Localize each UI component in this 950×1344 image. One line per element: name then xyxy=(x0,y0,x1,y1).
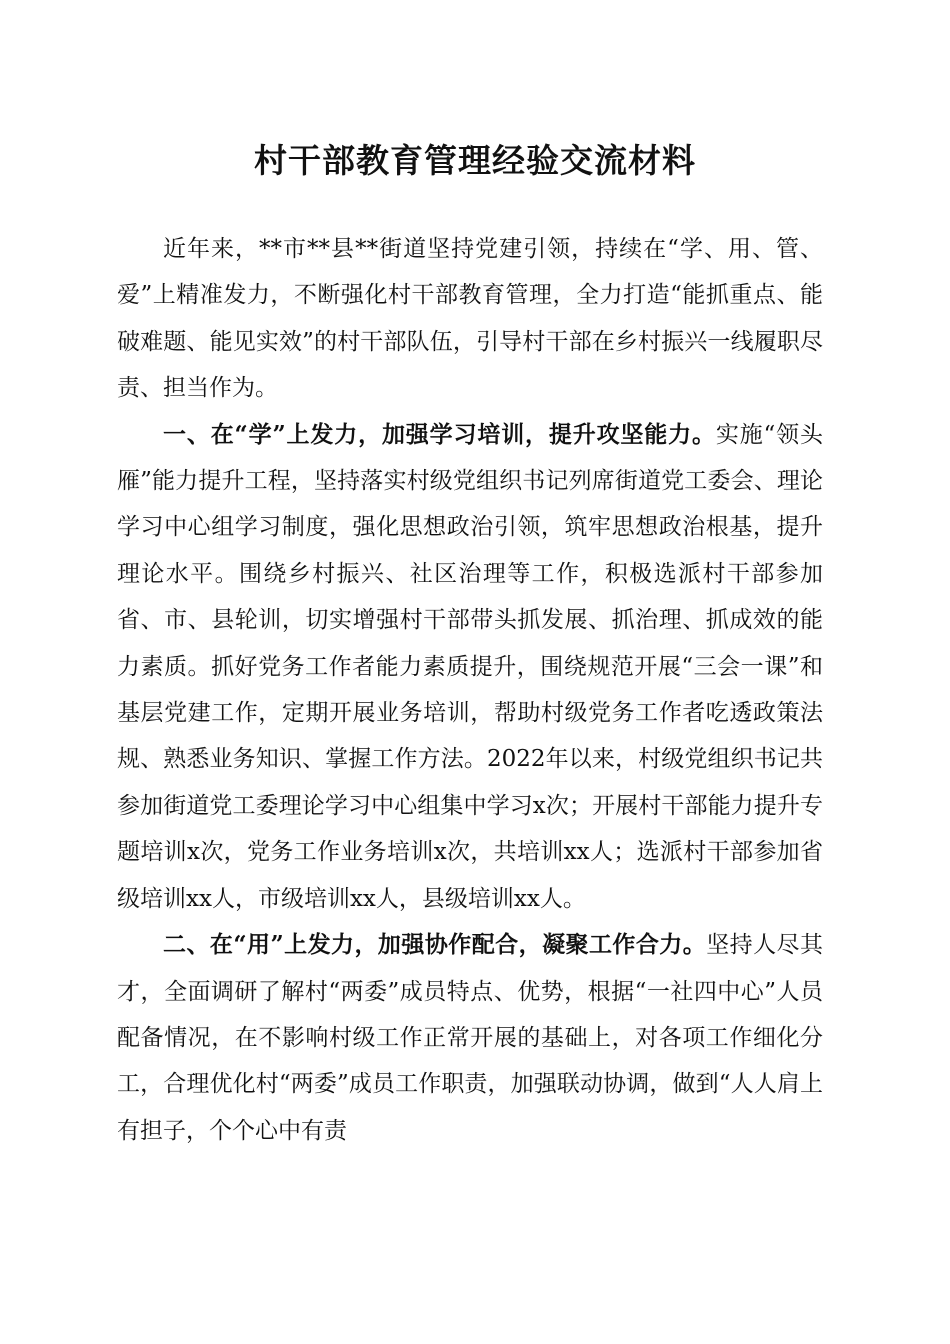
section-heading: 一、在“学”上发力，加强学习培训，提升攻坚能力。 xyxy=(163,420,716,448)
paragraph-section-1 xyxy=(117,412,823,922)
paragraph-text: 实施“领头雁”能力提升工程，坚持落实村级党组织书记列席街道党工委会、理论学习中心组学习制度，强化思想政治引领，筑牢思想政治根基，提升理论水平。围绕乡村振兴、社区治理等工作，积极选派村干部参加省、市、县轮训，切实增强村干部带头抓发展、抓治理、抓成效的能力素质。抓好党务工作者能力素质提升，围绕规范开展“三会一课”和基层党建工作，定期开展业务培训，帮助村级党务工作者吃透政策法规、熟悉业务知识、掌握工作方法。2022年以来，村级党组织书记共参加街道党工委理论学习中心组集中学习x次；开展村干部能力提升专题培训x次，党务工作业务培训x次，共培训xx人；选派村干部参加省级培训xx人，市级培训xx人，县级培训xx人。 xyxy=(117,421,823,912)
paragraph-section-2 xyxy=(117,922,823,1154)
section-heading: 二、在“用”上发力，加强协作配合，凝聚工作合力。 xyxy=(163,931,707,959)
paragraph-text: 近年来，**市**县**街道坚持党建引领，持续在“学、用、管、爱”上精准发力，不断强化村干部教育管理，全力打造“能抓重点、能破难题、能见实效”的村干部队伍，引导村干部在乡村振兴一线履职尽责、担当作为。 xyxy=(117,236,823,402)
paragraph-intro xyxy=(117,226,823,412)
paragraph-text: 坚持人尽其才，全面调研了解村“两委”成员特点、优势，根据“一社四中心”人员配备情况，在不影响村级工作正常开展的基础上，对各项工作细化分工，合理优化村“两委”成员工作职责，加强联动协调，做到“人人肩上有担子，个个心中有责 xyxy=(117,932,823,1144)
document-body xyxy=(117,226,823,1154)
document-title: 村干部教育管理经验交流材料 xyxy=(254,141,696,180)
